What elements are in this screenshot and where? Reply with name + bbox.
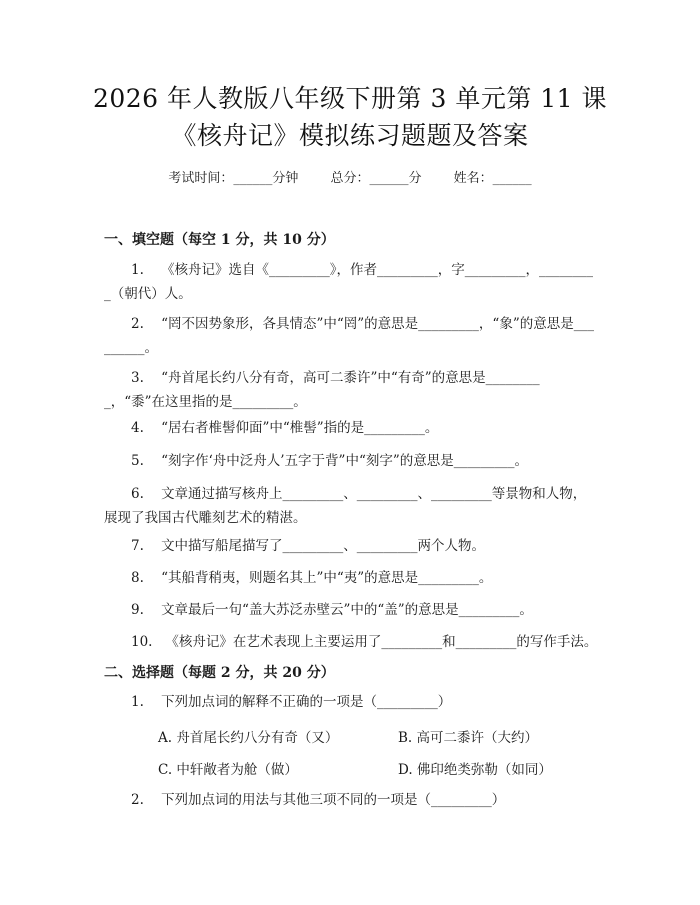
question-number: 10. [131,634,153,650]
question-number: 4. [131,420,144,436]
question-text: 《核舟记》在艺术表现上主要运用了_________和_________的写作手法。 [165,634,598,650]
question-item [104,630,598,654]
page-title-line2: 《核舟记》模拟练习题题及答案 [171,121,529,150]
section-heading-fill-in: 一、填空题（每空 1 分，共 10 分） [104,232,335,248]
question-number: 2. [131,316,144,332]
question-item [104,416,598,440]
question-number: 1. [131,262,144,278]
question-number: 3. [131,370,144,386]
question-text: “罔不因势象形，各具情态”中“罔”的意思是_________，“象”的意思是_________。 [104,316,594,356]
section-heading-multiple-choice: 二、选择题（每题 2 分，共 20 分） [104,665,335,681]
exam-info-row [0,170,700,188]
question-item [104,482,598,530]
question-number: 2. [131,792,144,808]
question-item [104,566,598,590]
question-number: 1. [131,694,144,710]
question-item [104,788,598,812]
question-number: 7. [131,538,144,554]
question-text: “其船背稍夷，则题名其上”中“夷”的意思是_________。 [161,570,493,586]
question-item [104,598,598,622]
question-number: 8. [131,570,144,586]
student-name-field: 姓名：______ [453,171,532,186]
question-text: “舟首尾长约八分有奇，高可二黍许”中“有奇”的意思是_________，“黍”在这里指的是_________。 [104,370,540,410]
question-text: 《核舟记》选自《_________》，作者_________，字_________，_________（朝代）人。 [104,262,594,302]
choice-option-d: D. 佛印绝类弥勒（如同） [398,762,552,778]
question-item [104,312,598,360]
choice-option-b: B. 高可二黍许（大约） [398,730,539,746]
total-score-field: 总分：______分 [330,171,422,186]
question-item [104,366,598,414]
question-item [104,690,598,714]
question-text: “居右者椎髻仰面”中“椎髻”指的是_________。 [161,420,439,436]
question-text: 文中描写船尾描写了_________、_________两个人物。 [161,538,486,554]
question-text: 下列加点词的用法与其他三项不同的一项是（_________） [161,792,506,808]
question-item [104,258,598,306]
exam-time-field: 考试时间：______分钟 [168,171,299,186]
question-text: 文章通过描写核舟上_________、_________、_________等景物和人物，展现了我国古代雕刻艺术的精湛。 [104,486,587,526]
question-number: 5. [131,453,144,469]
question-number: 6. [131,486,144,502]
choice-option-c: C. 中轩敞者为舱（做） [158,762,298,778]
choice-option-a: A. 舟首尾长约八分有奇（又） [158,730,339,746]
question-item [104,449,598,473]
question-text: 下列加点词的解释不正确的一项是（_________） [161,694,452,710]
page-title-line1: 2026 年人教版八年级下册第 3 单元第 11 课 [92,84,608,113]
question-number: 9. [131,602,144,618]
question-text: 文章最后一句“盖大苏泛赤壁云”中的“盖”的意思是_________。 [161,602,533,618]
question-item [104,534,598,558]
question-text: “刻字作‘舟中泛舟人’五字于背”中“刻字”的意思是_________。 [161,453,529,469]
